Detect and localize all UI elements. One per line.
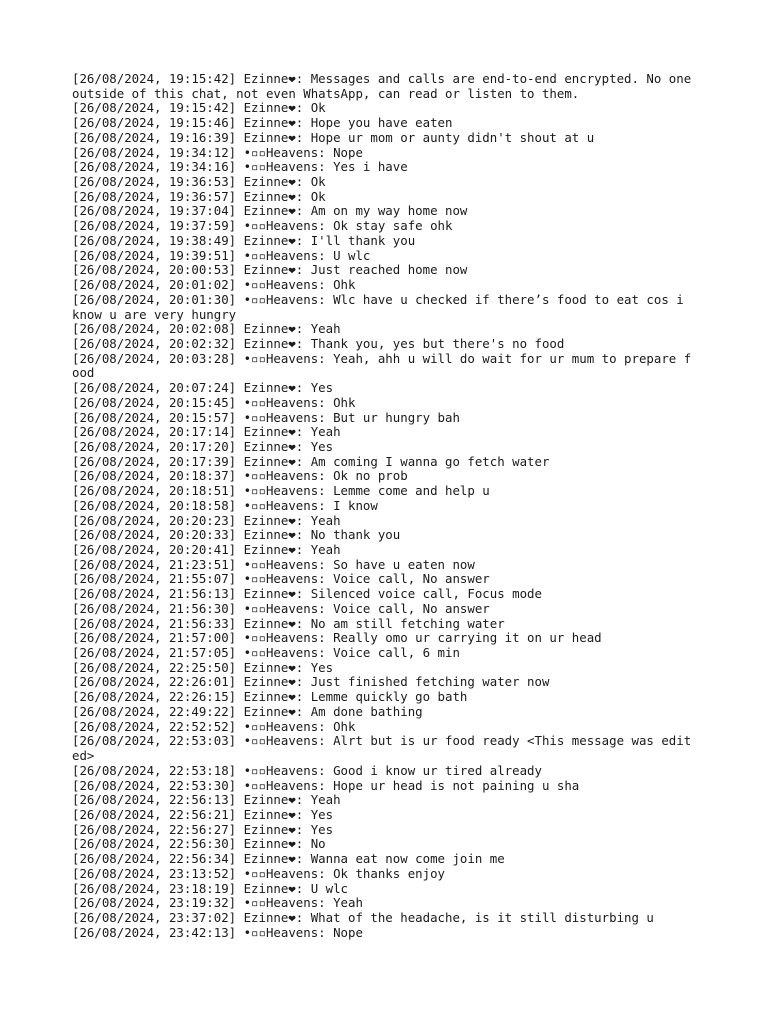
chat-message: [26/08/2024, 19:36:53] Ezinne❤: Ok (72, 174, 326, 190)
chat-message: [26/08/2024, 20:02:32] Ezinne❤: Thank you, yes but there's no food (72, 335, 565, 351)
chat-message: [26/08/2024, 20:17:39] Ezinne❤: Am coming I wanna go fetch water (72, 453, 550, 469)
chat-message: [26/08/2024, 19:15:46] Ezinne❤: Hope you have eaten (72, 115, 453, 131)
chat-message: [26/08/2024, 19:34:12] •▫▫Heavens: Nope (72, 144, 363, 160)
chat-message: [26/08/2024, 20:03:28] •▫▫Heavens: Yeah, ahh u will do wait for ur mum to prepare food (72, 350, 692, 381)
chat-message: [26/08/2024, 20:20:41] Ezinne❤: Yeah (72, 542, 341, 557)
chat-message: [26/08/2024, 20:02:08] Ezinne❤: Yeah (72, 321, 341, 337)
chat-message: [26/08/2024, 20:07:24] Ezinne❤: Yes (72, 380, 334, 396)
chat-message: [26/08/2024, 20:15:45] •▫▫Heavens: Ohk (72, 394, 356, 410)
chat-message: [26/08/2024, 20:18:51] •▫▫Heavens: Lemme come and help u (72, 483, 490, 499)
chat-message: [26/08/2024, 21:56:30] •▫▫Heavens: Voice call, No answer (72, 600, 490, 616)
chat-message: [26/08/2024, 21:23:51] •▫▫Heavens: So have u eaten now (72, 556, 475, 572)
chat-message: [26/08/2024, 22:53:18] •▫▫Heavens: Good i know ur tired already (72, 762, 542, 778)
chat-message: [26/08/2024, 23:37:02] Ezinne❤: What of the headache, is it still disturbing u (72, 909, 654, 925)
chat-message: [26/08/2024, 19:38:49] Ezinne❤: I'll thank you (72, 232, 416, 248)
chat-message: [26/08/2024, 20:17:20] Ezinne❤: Yes (72, 438, 334, 454)
chat-message: [26/08/2024, 22:56:34] Ezinne❤: Wanna eat now come join me (72, 851, 505, 867)
chat-message: [26/08/2024, 20:18:37] •▫▫Heavens: Ok no prob (72, 468, 408, 484)
chat-message: [26/08/2024, 21:56:13] Ezinne❤: Silenced voice call, Focus mode (72, 586, 542, 602)
chat-message: [26/08/2024, 21:56:33] Ezinne❤: No am still fetching water (72, 615, 505, 631)
chat-message: [26/08/2024, 19:37:59] •▫▫Heavens: Ok stay safe ohk (72, 218, 453, 234)
chat-transcript (72, 71, 699, 940)
chat-message: [26/08/2024, 20:00:53] Ezinne❤: Just reached home now (72, 262, 468, 278)
chat-message: [26/08/2024, 22:56:30] Ezinne❤: No (72, 836, 326, 852)
chat-message: [26/08/2024, 23:42:13] •▫▫Heavens: Nope (72, 924, 363, 940)
chat-message: [26/08/2024, 22:26:15] Ezinne❤: Lemme quickly go bath (72, 689, 468, 705)
chat-message: [26/08/2024, 19:15:42] Ezinne❤: Messages and calls are end-to-end encrypted. No one outside of this chat, not even WhatsApp, can read or listen to them. (72, 71, 699, 101)
chat-message: [26/08/2024, 22:25:50] Ezinne❤: Yes (72, 659, 334, 675)
chat-message: [26/08/2024, 23:13:52] •▫▫Heavens: Ok thanks enjoy (72, 865, 445, 881)
chat-message: [26/08/2024, 19:15:42] Ezinne❤: Ok (72, 100, 326, 116)
chat-message: [26/08/2024, 19:39:51] •▫▫Heavens: U wlc (72, 247, 371, 263)
chat-message: [26/08/2024, 20:01:30] •▫▫Heavens: Wlc have u checked if there’s food to eat cos i know u are very hungry (72, 291, 692, 322)
chat-message: [26/08/2024, 19:34:16] •▫▫Heavens: Yes i have (72, 159, 408, 175)
chat-message: [26/08/2024, 20:01:02] •▫▫Heavens: Ohk (72, 277, 356, 293)
chat-message: [26/08/2024, 19:16:39] Ezinne❤: Hope ur mom or aunty didn't shout at u (72, 129, 595, 145)
chat-message: [26/08/2024, 22:56:13] Ezinne❤: Yeah (72, 792, 341, 808)
chat-message: [26/08/2024, 22:53:30] •▫▫Heavens: Hope ur head is not paining u sha (72, 777, 580, 793)
chat-message: [26/08/2024, 21:55:07] •▫▫Heavens: Voice call, No answer (72, 571, 490, 587)
chat-message: [26/08/2024, 20:17:14] Ezinne❤: Yeah (72, 424, 341, 440)
chat-message: [26/08/2024, 19:36:57] Ezinne❤: Ok (72, 188, 326, 204)
chat-message: [26/08/2024, 20:20:33] Ezinne❤: No thank you (72, 527, 401, 543)
chat-message: [26/08/2024, 22:49:22] Ezinne❤: Am done bathing (72, 703, 423, 719)
chat-message: [26/08/2024, 22:56:21] Ezinne❤: Yes (72, 806, 334, 822)
chat-message: [26/08/2024, 20:20:23] Ezinne❤: Yeah (72, 512, 341, 528)
chat-message: [26/08/2024, 23:18:19] Ezinne❤: U wlc (72, 880, 349, 896)
chat-message: [26/08/2024, 21:57:05] •▫▫Heavens: Voice call, 6 min (72, 645, 460, 661)
chat-message: [26/08/2024, 22:52:52] •▫▫Heavens: Ohk (72, 718, 356, 734)
chat-message: [26/08/2024, 20:15:57] •▫▫Heavens: But ur hungry bah (72, 409, 460, 425)
chat-message: [26/08/2024, 20:18:58] •▫▫Heavens: I know (72, 497, 378, 513)
chat-message: [26/08/2024, 23:19:32] •▫▫Heavens: Yeah (72, 895, 363, 911)
chat-message: [26/08/2024, 22:26:01] Ezinne❤: Just finished fetching water now (72, 674, 550, 690)
document-page (72, 71, 699, 940)
chat-message: [26/08/2024, 22:53:03] •▫▫Heavens: Alrt but is ur food ready <This message was edited> (72, 733, 692, 764)
chat-message: [26/08/2024, 22:56:27] Ezinne❤: Yes (72, 821, 334, 837)
chat-message: [26/08/2024, 21:57:00] •▫▫Heavens: Really omo ur carrying it on ur head (72, 630, 602, 646)
chat-message: [26/08/2024, 19:37:04] Ezinne❤: Am on my way home now (72, 203, 468, 219)
